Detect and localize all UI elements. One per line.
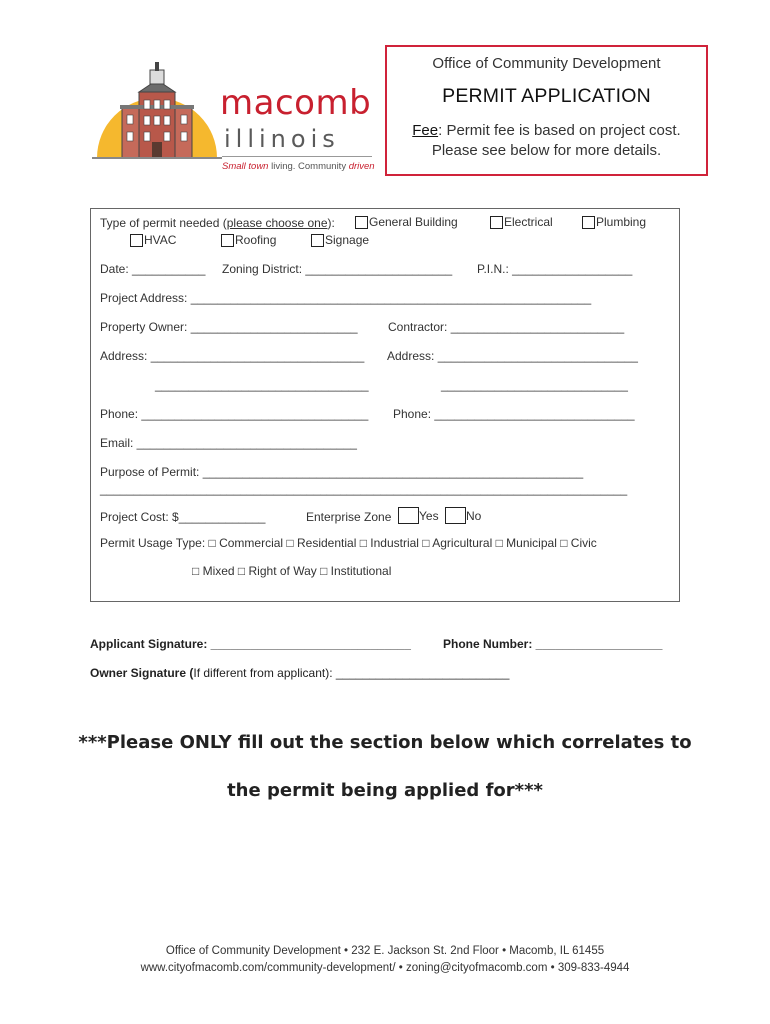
owner-phone-field[interactable]: Phone: __________________________________ [100,407,369,421]
purpose-field-2[interactable]: _______________________________________________________________________________ [100,482,628,496]
enterprise-zone-yes[interactable]: Yes [398,507,439,524]
owner-address-field-2[interactable]: ________________________________ [155,378,369,392]
owner-address-field[interactable]: Address: ________________________________ [100,349,365,363]
project-address-field[interactable]: Project Address: ____________________________________________________________ [100,291,592,305]
phone-number-field[interactable]: Phone Number: ___________________ [443,637,663,651]
footer-address: Office of Community Development • 232 E. Jackson St. 2nd Floor • Macomb, IL 61455 [165,945,605,957]
owner-signature-field[interactable]: Owner Signature (If different from applicant): __________________________ [90,666,510,680]
contractor-phone-field[interactable]: Phone: ______________________________ [393,407,635,421]
zoning-field[interactable]: Zoning District: ______________________ [222,262,453,276]
option-roofing[interactable]: Roofing [221,233,276,247]
project-cost-field[interactable]: Project Cost: $_____________ [100,510,266,524]
enterprise-zone-no[interactable]: No [445,507,481,524]
instruction-banner-line-2: the permit being applied for*** [227,780,543,801]
page-title: PERMIT APPLICATION [442,85,651,107]
logo-divider [222,156,372,157]
email-field[interactable]: Email: _________________________________ [100,436,357,450]
option-hvac[interactable]: HVAC [130,233,176,247]
contractor-address-field-2[interactable]: ____________________________ [441,378,628,392]
option-general-building[interactable]: General Building [355,215,458,229]
usage-type-line-1[interactable]: Permit Usage Type: □ Commercial □ Residential □ Industrial □ Agricultural □ Municipal □ Civic [100,536,597,550]
checkbox[interactable] [582,216,595,229]
checkbox[interactable] [221,234,234,247]
checkbox[interactable] [490,216,503,229]
checkbox[interactable] [130,234,143,247]
checkbox[interactable] [398,507,419,524]
permit-type-label: Type of permit needed (please choose one): [100,216,335,230]
courthouse-sun-icon [92,60,222,170]
purpose-field[interactable]: Purpose of Permit: _________________________________________________________ [100,465,584,479]
enterprise-zone-label: Enterprise Zone [306,510,392,524]
option-electrical[interactable]: Electrical [490,215,553,229]
checkbox[interactable] [445,507,466,524]
pin-field[interactable]: P.I.N.: __________________ [477,262,633,276]
footer-contact: www.cityofmacomb.com/community-development/ • zoning@cityofmacomb.com • 309-833-4944 [140,962,630,974]
date-field[interactable]: Date: ___________ [100,262,206,276]
contractor-address-field[interactable]: Address: ______________________________ [387,349,638,363]
header-box [385,45,708,176]
property-owner-field[interactable]: Property Owner: _________________________ [100,320,358,334]
checkbox[interactable] [311,234,324,247]
contractor-field[interactable]: Contractor: __________________________ [388,320,625,334]
fee-note: Fee: Permit fee is based on project cost. Please see below for more details. [412,122,681,159]
option-signage[interactable]: Signage [311,233,369,247]
checkbox[interactable] [355,216,368,229]
option-plumbing[interactable]: Plumbing [582,215,646,229]
logo-state-name: illinois [224,125,340,153]
instruction-banner-line-1: ***Please ONLY fill out the section below which correlates to [78,732,692,753]
applicant-signature-field[interactable]: Applicant Signature: ______________________________ [90,637,411,651]
office-name: Office of Community Development [432,55,661,72]
logo-city-name: macomb [220,83,372,123]
logo-tagline: Small town living. Community driven [222,161,375,172]
permit-form [90,208,680,602]
usage-type-line-2[interactable]: □ Mixed □ Right of Way □ Institutional [192,564,392,578]
